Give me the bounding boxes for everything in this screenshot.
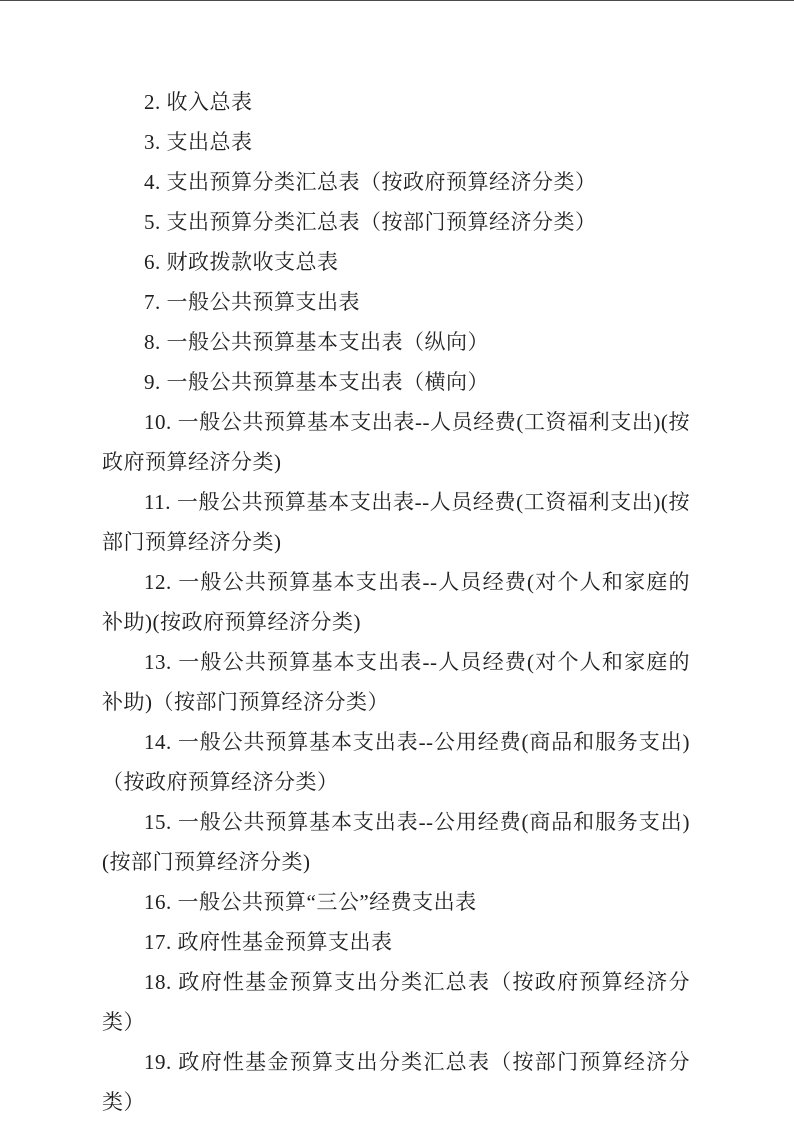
toc-item: 13. 一般公共预算基本支出表--人员经费(对个人和家庭的补助)（按部门预算经济分类） xyxy=(102,650,690,714)
toc-item: 14. 一般公共预算基本支出表--公用经费(商品和服务支出)（按政府预算经济分类） xyxy=(102,730,690,794)
toc-item: 17. 政府性基金预算支出表 xyxy=(144,930,393,954)
toc-item: 16. 一般公共预算“三公”经费支出表 xyxy=(144,890,477,914)
toc-item: 18. 政府性基金预算支出分类汇总表（按政府预算经济分类） xyxy=(102,970,690,1034)
toc-item: 7. 一般公共预算支出表 xyxy=(144,290,360,314)
toc-item: 15. 一般公共预算基本支出表--公用经费(商品和服务支出)(按部门预算经济分类) xyxy=(102,810,690,874)
page-top-rule xyxy=(0,0,794,1)
toc-item: 10. 一般公共预算基本支出表--人员经费(工资福利支出)(按政府预算经济分类) xyxy=(102,410,690,474)
toc-item: 19. 政府性基金预算支出分类汇总表（按部门预算经济分类） xyxy=(102,1050,690,1114)
toc-item: 12. 一般公共预算基本支出表--人员经费(对个人和家庭的补助)(按政府预算经济分类) xyxy=(102,570,690,634)
toc-item: 5. 支出预算分类汇总表（按部门预算经济分类） xyxy=(144,210,597,234)
toc-item: 6. 财政拨款收支总表 xyxy=(144,250,339,274)
toc-item: 9. 一般公共预算基本支出表（横向） xyxy=(144,370,489,394)
toc-item: 11. 一般公共预算基本支出表--人员经费(工资福利支出)(按部门预算经济分类) xyxy=(102,490,690,554)
toc-item: 3. 支出总表 xyxy=(144,130,253,154)
toc-item: 2. 收入总表 xyxy=(144,90,253,114)
toc-item: 8. 一般公共预算基本支出表（纵向） xyxy=(144,330,489,354)
toc-item: 4. 支出预算分类汇总表（按政府预算经济分类） xyxy=(144,170,597,194)
